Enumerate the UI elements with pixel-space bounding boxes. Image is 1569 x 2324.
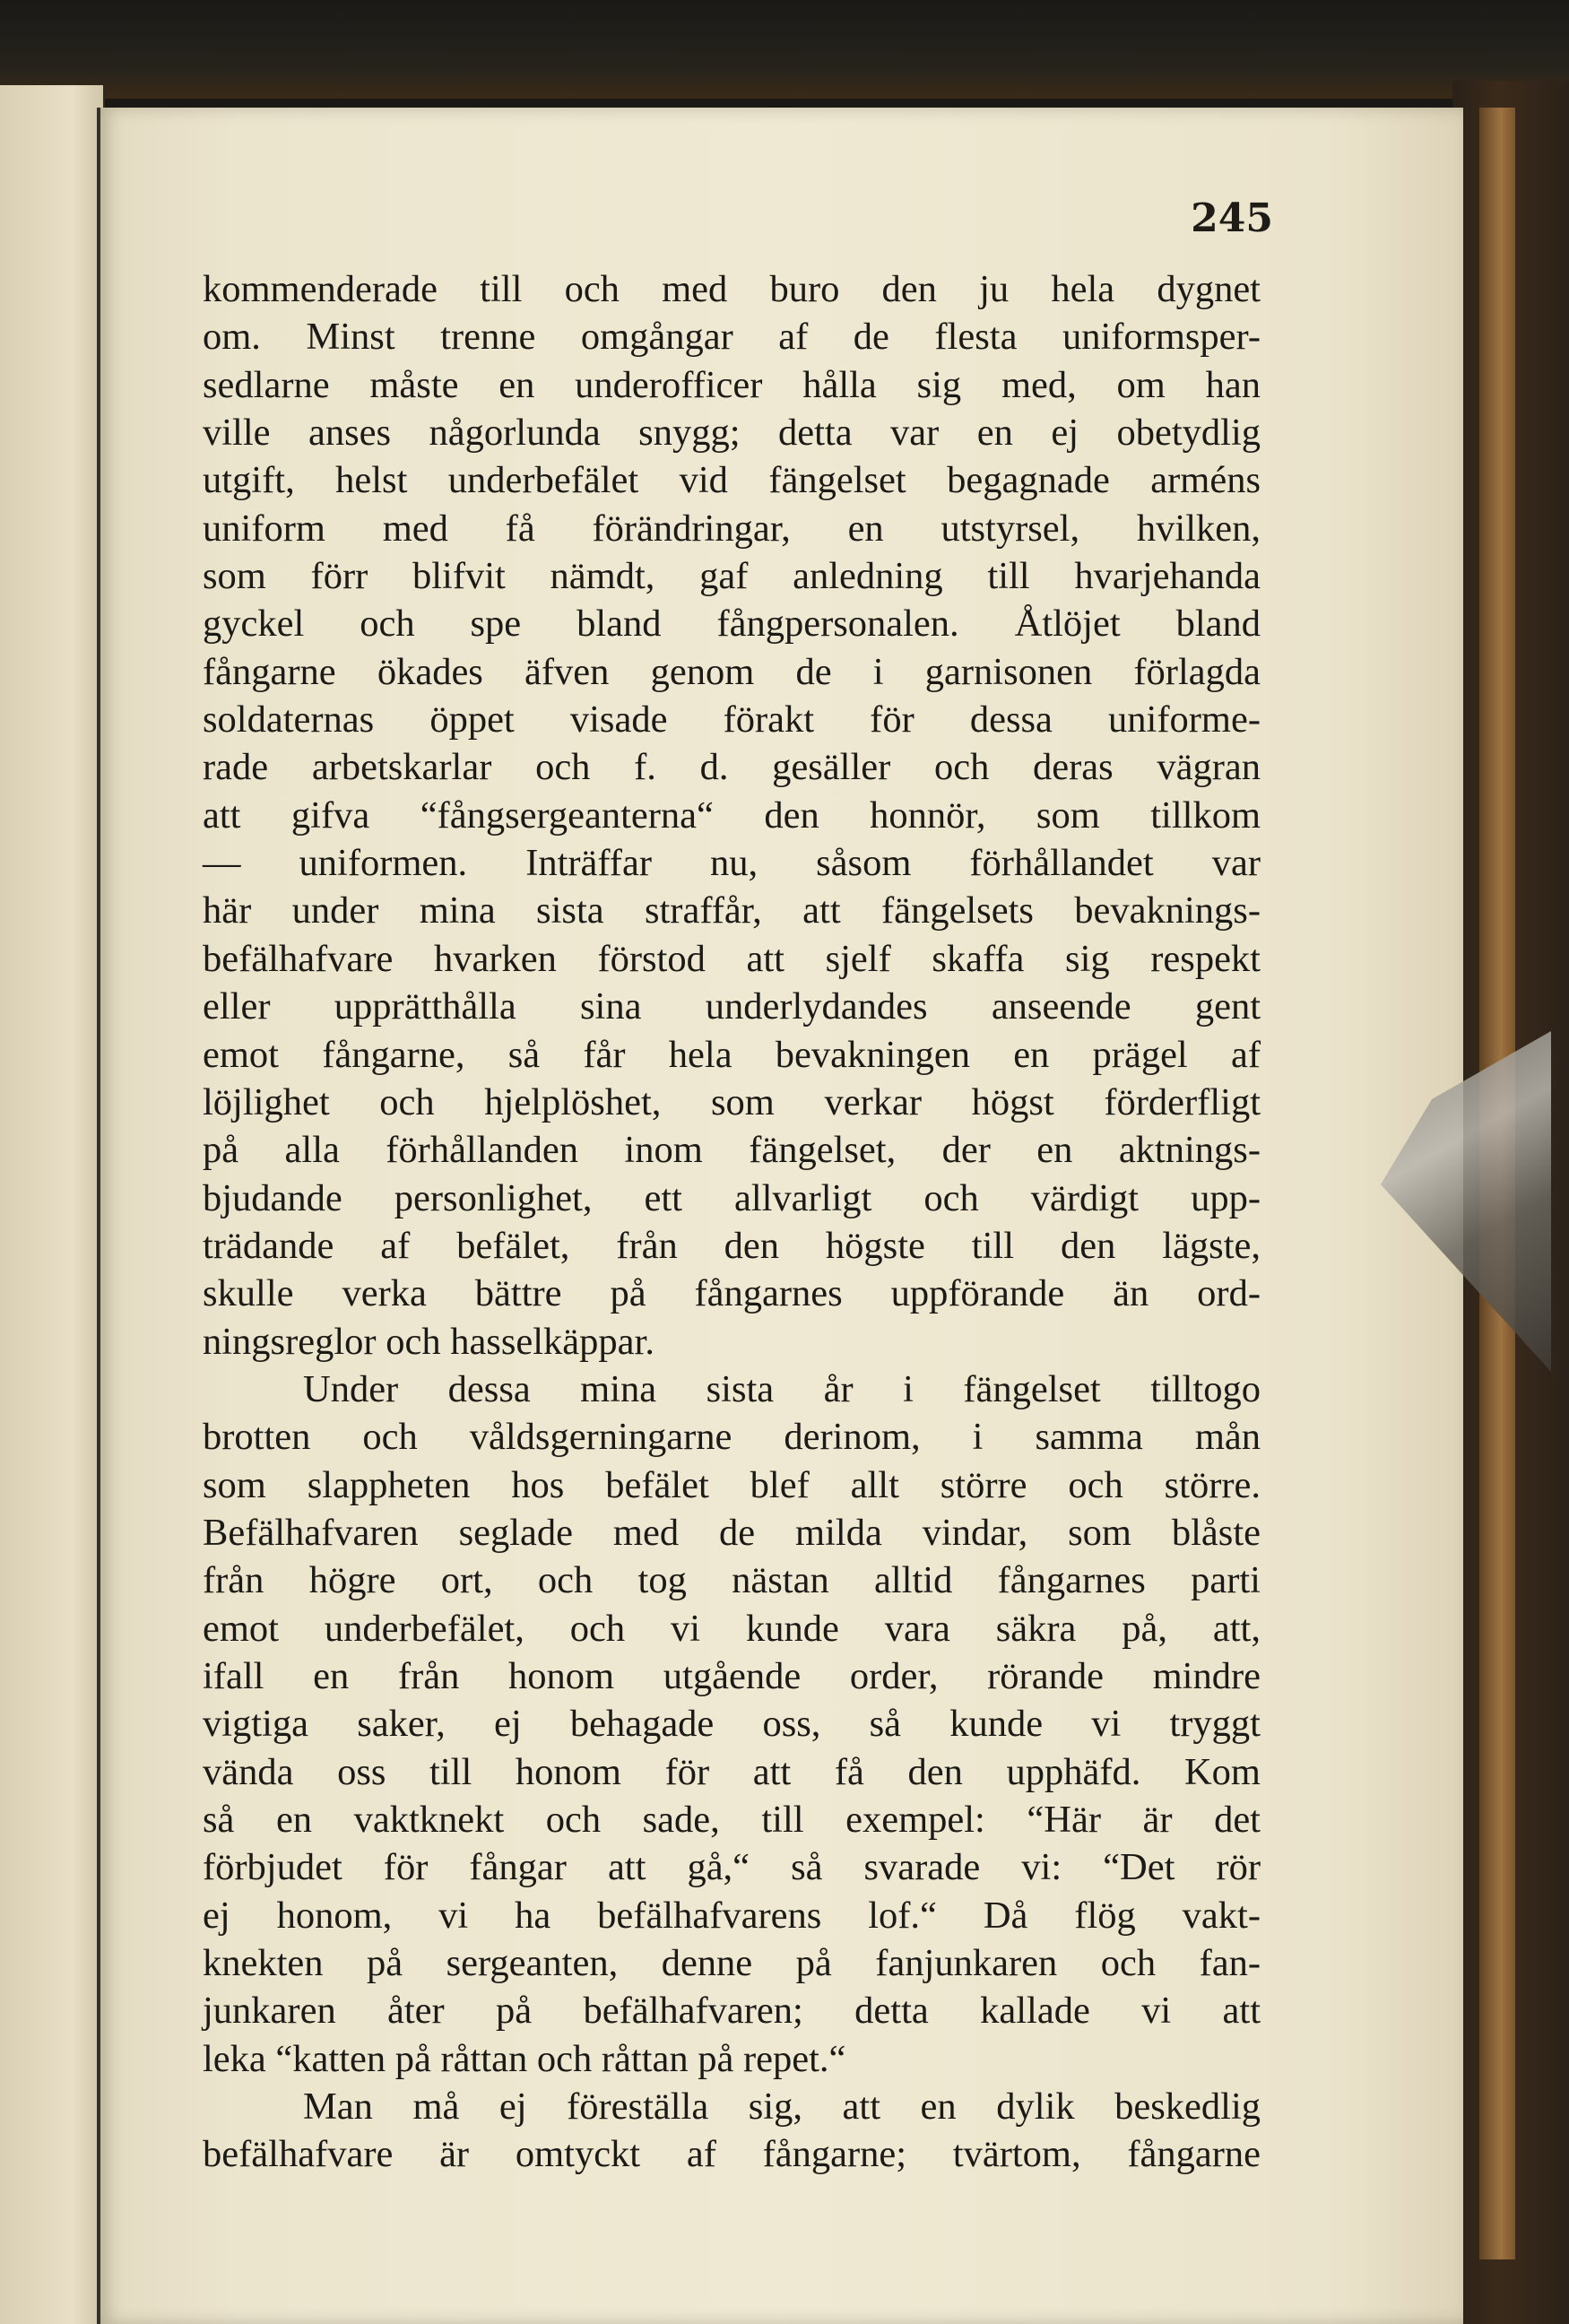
text-line: utgift, helst underbefälet vid fängelset begagnade arméns (203, 459, 1261, 502)
text-line: som förr blifvit nämdt, gaf anledning till hvarjehanda (203, 555, 1261, 598)
text-line: eller upprätthålla sina underlydandes anseende gent (203, 985, 1261, 1028)
text-line: Befälhafvaren seglade med de milda vindar, som blåste (203, 1511, 1261, 1554)
text-line: kommenderade till och med buro den ju hela dygnet (203, 268, 1261, 310)
text-line: om. Minst trenne omgångar af de flesta uniformsper- (203, 316, 1261, 359)
text-line: soldaternas öppet visade förakt för dessa uniforme- (203, 698, 1261, 741)
text-line: emot fångarne, så får hela bevakningen en prägel af (203, 1033, 1261, 1076)
text-line: emot underbefälet, och vi kunde vara säkra på, att, (203, 1607, 1261, 1650)
text-line: brotten och våldsgerningarne derinom, i samma mån (203, 1416, 1261, 1459)
text-line: fångarne ökades äfven genom de i garnisonen förlagda (203, 650, 1261, 693)
text-line: befälhafvare hvarken förstod att sjelf skaffa sig respekt (203, 937, 1261, 980)
text-line: skulle verka bättre på fångarnes uppförande än ord- (203, 1272, 1261, 1315)
text-line: gyckel och spe bland fångpersonalen. Åtlöjet bland (203, 603, 1261, 646)
text-line: vända oss till honom för att få den upphäfd. Kom (203, 1750, 1261, 1793)
text-line: ej honom, vi ha befälhafvarens lof.“ Då flög vakt- (203, 1894, 1261, 1937)
text-line: ville anses någorlunda snygg; detta var en ej obetydlig (203, 412, 1261, 455)
text-line: sedlarne måste en underofficer hålla sig med, om han (203, 363, 1261, 406)
text-line: uniform med få förändringar, en utstyrsel, hvilken, (203, 507, 1261, 550)
text-line: ifall en från honom utgående order, rörande mindre (203, 1654, 1261, 1697)
text-line: på alla förhållanden inom fängelset, der en aktnings- (203, 1129, 1261, 1172)
text-line: knekten på sergeanten, denne på fanjunkaren och fan- (203, 1942, 1261, 1985)
text-line: här under mina sista straffår, att fängelsets bevaknings- (203, 889, 1261, 932)
text-line: Man må ej föreställa sig, att en dylik beskedlig (303, 2086, 1261, 2129)
book-cover-top (0, 0, 1569, 99)
text-line: befälhafvare är omtyckt af fångarne; tvärtom, fångarne (203, 2133, 1261, 2176)
text-line: — uniformen. Inträffar nu, såsom förhållandet var (203, 842, 1261, 885)
text-line: bjudande personlighet, ett allvarligt och värdigt upp- (203, 1176, 1261, 1219)
body-text (203, 265, 1261, 2179)
previous-page-edge (0, 85, 105, 2324)
page-number: 245 (1191, 195, 1273, 241)
text-line: vigtiga saker, ej behagade oss, så kunde vi tryggt (203, 1703, 1261, 1746)
text-line: så en vaktknekt och sade, till exempel: “Här är det (203, 1799, 1261, 1841)
text-line: leka “katten på råttan och råttan på repet.“ (203, 2037, 846, 2080)
text-line: Under dessa mina sista år i fängelset tilltogo (303, 1367, 1261, 1410)
text-line: ningsreglor och hasselkäppar. (203, 1320, 654, 1363)
text-line: trädande af befälet, från den högste till den lägste, (203, 1224, 1261, 1267)
text-line: junkaren åter på befälhafvaren; detta kallade vi att (203, 1990, 1261, 2033)
text-line: förbjudet för fångar att gå,“ så svarade vi: “Det rör (203, 1846, 1261, 1889)
text-line: löjlighet och hjelplöshet, som verkar högst förderfligt (203, 1080, 1261, 1123)
text-line: som slappheten hos befälet blef allt större och större. (203, 1463, 1261, 1506)
text-line: att gifva “fångsergeanterna“ den honnör, som tillkom (203, 793, 1261, 837)
text-line: från högre ort, och tog nästan alltid fångarnes parti (203, 1559, 1261, 1602)
text-line: rade arbetskarlar och f. d. gesäller och deras vägran (203, 746, 1261, 789)
